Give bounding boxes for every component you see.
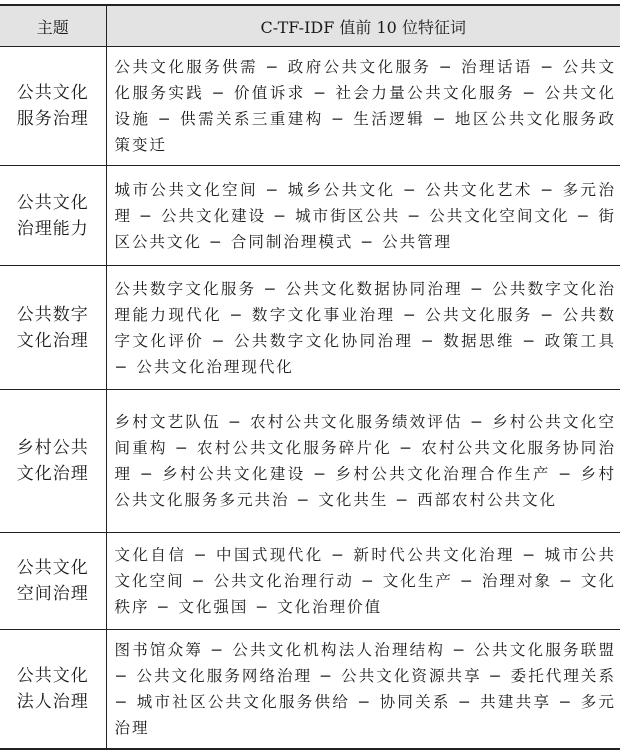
topic-cell <box>0 630 106 750</box>
terms-cell: 乡村文艺队伍 − 农村公共文化服务绩效评估 − 乡村公共文化空间重构 − 农村公共文化服务碎片化 − 农村公共文化服务协同治理 − 乡村公共文化建设 − 乡村公共文化治理合作生产 − 乡村公共文化服务多元共治 − 文化共生 − 西部农村公共文化 <box>106 390 620 533</box>
topic-name: 公共文化治理能力 <box>16 192 89 239</box>
table-row <box>0 266 620 390</box>
topic-name: 公共文化法人治理 <box>16 666 89 712</box>
topic-column-header: 主题 <box>0 5 106 47</box>
table-row <box>0 166 620 266</box>
terms-cell: 公共文化服务供需 − 政府公共文化服务 − 治理话语 − 公共文化服务实践 − 价值诉求 − 社会力量公共文化服务 − 公共文化设施 − 供需关系三重建构 − 生活逻辑 − 地区公共文化服务政策变迁 <box>106 47 620 166</box>
terms-cell: 公共数字文化服务 − 公共文化数据协同治理 − 公共数字文化治理能力现代化 − 数字文化事业治理 − 公共文化服务 − 公共数字文化评价 − 公共数字文化协同治理 − 数据思维 − 政策工具 − 公共文化治理现代化 <box>106 266 620 390</box>
topic-name: 公共文化服务治理 <box>16 83 89 129</box>
terms-cell: 城市公共文化空间 − 城乡公共文化 − 公共文化艺术 − 多元治理 − 公共文化建设 − 城市街区公共 − 公共文化空间文化 − 街区公共文化 − 合同制治理模式 − 公共管理 <box>106 166 620 266</box>
table-header-row <box>0 5 620 47</box>
table-row <box>0 533 620 630</box>
topic-cell <box>0 390 106 533</box>
topic-cell <box>0 266 106 390</box>
terms-column-header: C-TF-IDF 值前 10 位特征词 <box>106 5 620 47</box>
table-row <box>0 630 620 750</box>
topic-name: 公共数字文化治理 <box>16 304 89 351</box>
terms-cell: 文化自信 − 中国式现代化 − 新时代公共文化治理 − 城市公共文化空间 − 公共文化治理行动 − 文化生产 − 治理对象 − 文化秩序 − 文化强国 − 文化治理价值 <box>106 533 620 630</box>
table-row <box>0 47 620 166</box>
topic-name: 乡村公共文化治理 <box>16 438 89 484</box>
topic-cell <box>0 533 106 630</box>
topic-feature-words-table <box>0 4 620 750</box>
topic-cell <box>0 166 106 266</box>
terms-cell: 图书馆众筹 − 公共文化机构法人治理结构 − 公共文化服务联盟 − 公共文化服务网络治理 − 公共文化资源共享 − 委托代理关系 − 城市社区公共文化服务供给 − 协同关系 − 共建共享 − 多元治理 <box>114 641 616 737</box>
table-row <box>0 390 620 533</box>
topic-cell <box>0 47 106 166</box>
topic-name: 公共文化空间治理 <box>16 558 89 604</box>
